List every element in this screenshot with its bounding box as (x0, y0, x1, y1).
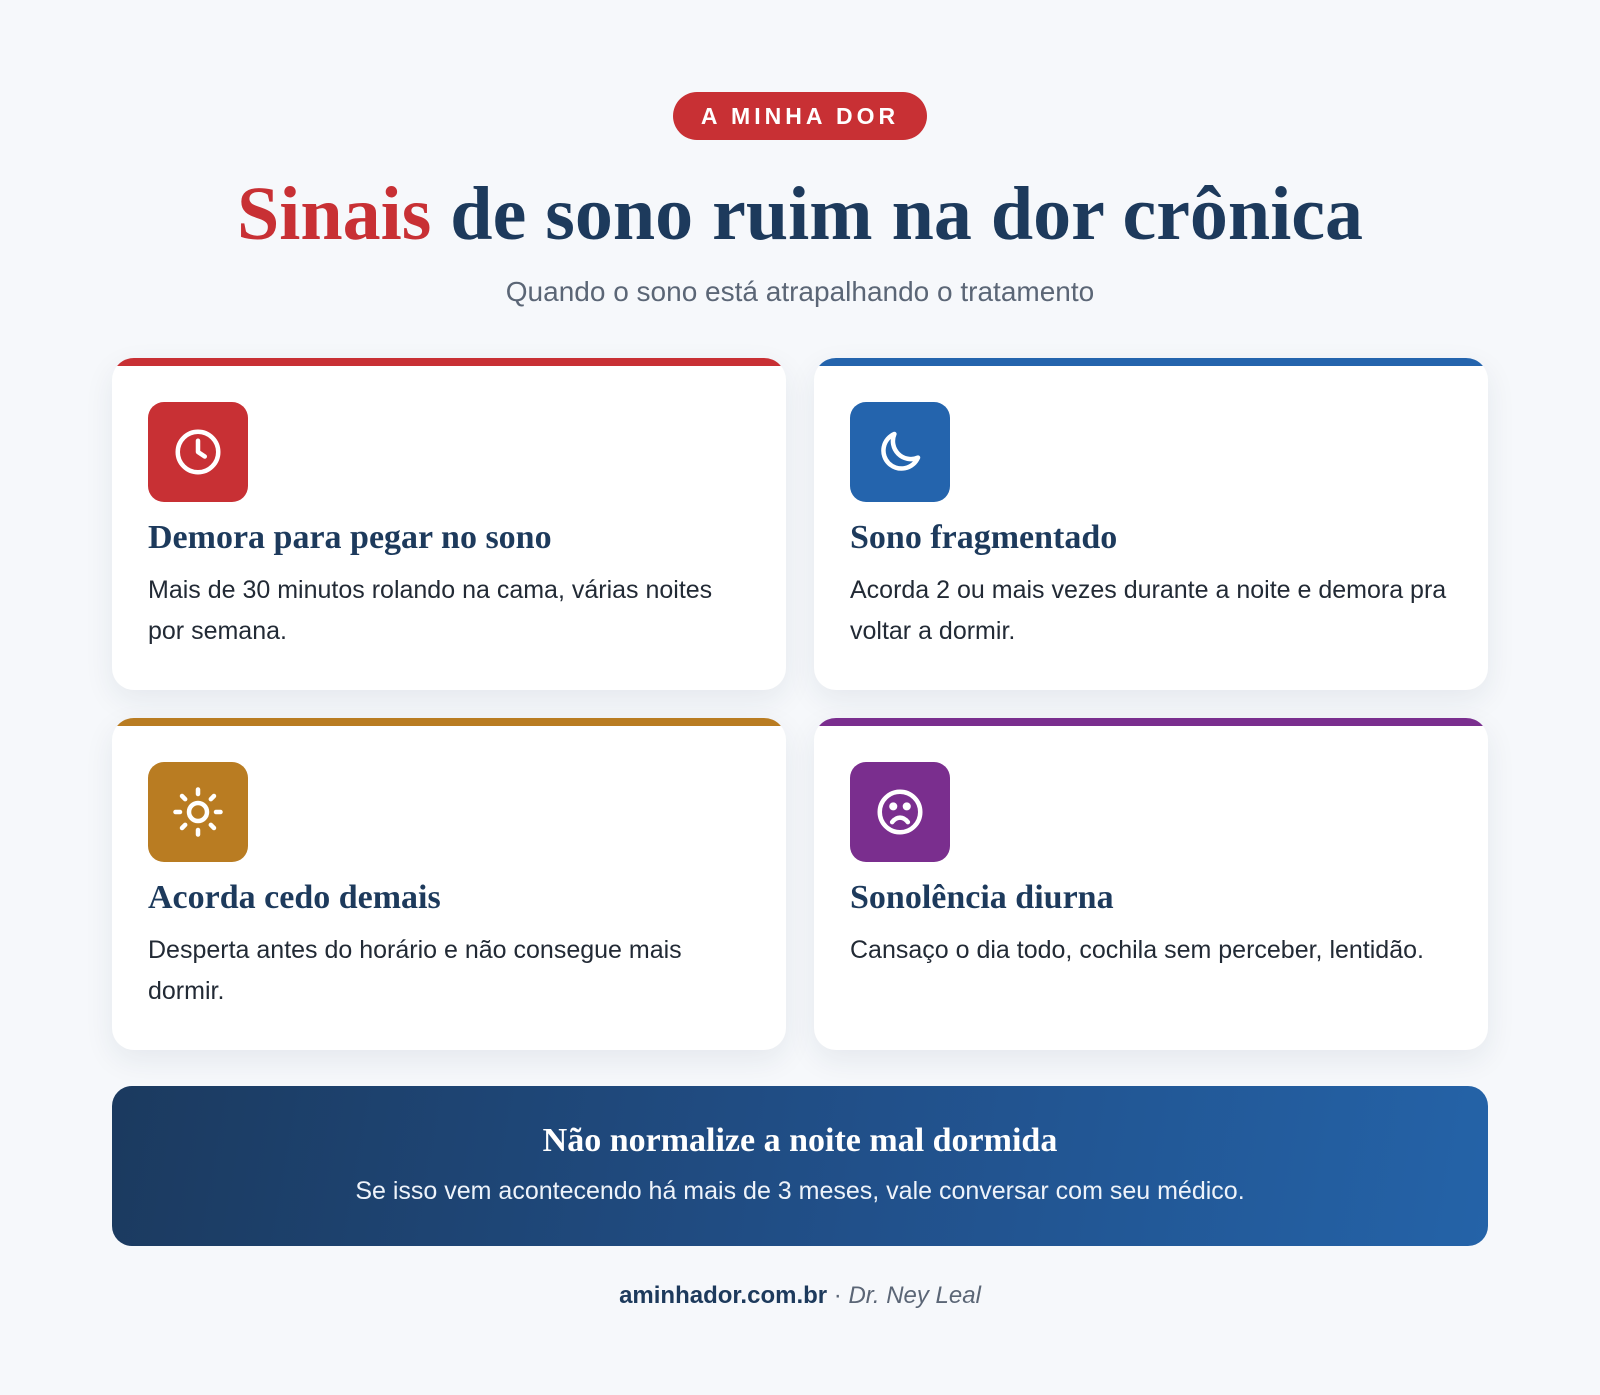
card-icon-tile (148, 762, 248, 862)
card-title: Sonolência diurna (850, 879, 1114, 916)
card-accent-bar (112, 358, 786, 366)
sad-face-icon (873, 785, 927, 839)
card-text: Desperta antes do horário e não consegue mais dormir. (148, 936, 682, 1005)
footer-author: Dr. Ney Leal (848, 1282, 981, 1309)
callout-banner (112, 1086, 1488, 1246)
footer-site: aminhador.com.br (619, 1282, 828, 1309)
sign-card-sleep-onset (112, 358, 786, 690)
card-text: Acorda 2 ou mais vezes durante a noite e demora pra voltar a dormir. (850, 576, 1447, 645)
moon-icon (873, 425, 927, 479)
page-subtitle: Quando o sono está atrapalhando o tratamento (505, 276, 1095, 307)
card-title: Sono fragmentado (850, 519, 1118, 556)
card-title: Acorda cedo demais (148, 879, 441, 916)
card-accent-bar (814, 718, 1488, 726)
card-icon-tile (850, 402, 950, 502)
footer-separator: · (827, 1282, 849, 1309)
card-icon-tile (850, 762, 950, 862)
footer-credit (0, 1280, 1600, 1312)
sign-card-daytime-sleepiness (814, 718, 1488, 1050)
category-badge: A MINHA DOR (673, 92, 927, 140)
card-text: Mais de 30 minutos rolando na cama, várias noites por semana. (148, 576, 713, 645)
card-accent-bar (112, 718, 786, 726)
page-title-rest: de sono ruim na dor crônica (431, 172, 1364, 256)
sign-card-early-waking (112, 718, 786, 1050)
card-accent-bar (814, 358, 1488, 366)
clock-icon (171, 425, 225, 479)
callout-title: Não normalize a noite mal dormida (542, 1122, 1058, 1159)
card-text: Cansaço o dia todo, cochila sem perceber, lentidão. (850, 936, 1424, 964)
card-title: Demora para pegar no sono (148, 519, 552, 556)
callout-text: Se isso vem acontecendo há mais de 3 meses, vale conversar com seu médico. (355, 1177, 1245, 1205)
page-title-accent: Sinais (236, 172, 432, 256)
sun-icon (171, 785, 225, 839)
sign-card-fragmented-sleep (814, 358, 1488, 690)
page-title (0, 166, 1600, 262)
card-icon-tile (148, 402, 248, 502)
